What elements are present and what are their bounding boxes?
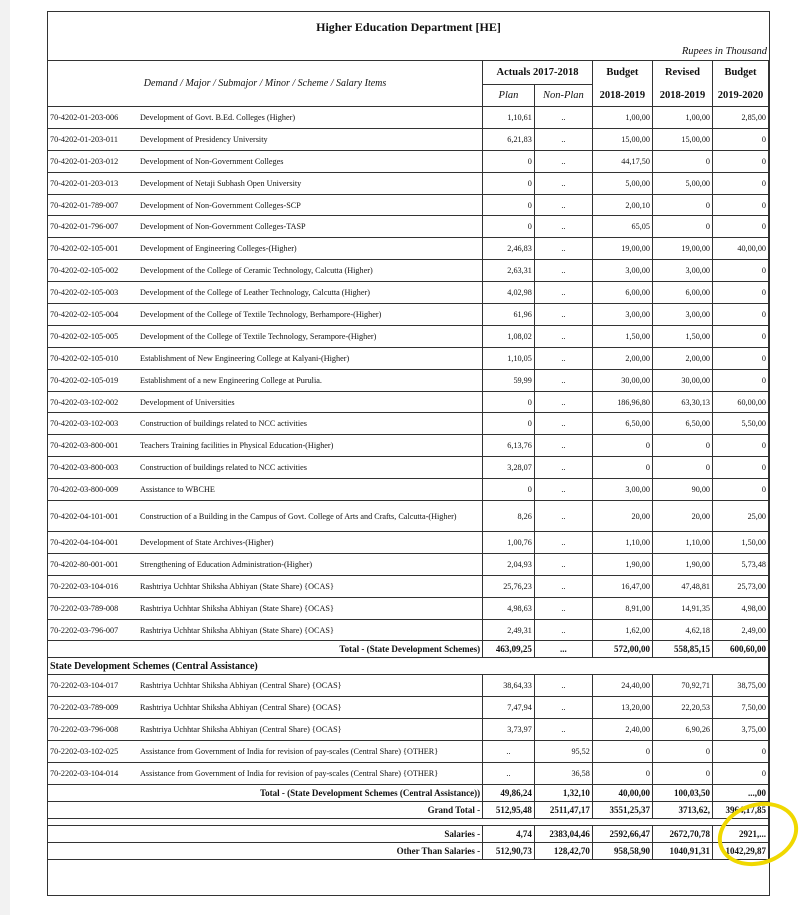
col-header-budget-a: Budget [592,61,652,85]
budget-cell: 572,00,00 [592,641,652,658]
budget-cell: 8,91,00 [592,597,652,619]
budget-cell: 3,00,00 [592,260,652,282]
budget-cell: 6,00,00 [592,282,652,304]
budget-cell: 3551,25,37 [592,801,652,818]
revised-cell: 5,00,00 [652,172,712,194]
nonplan-cell: .. [534,553,592,575]
revised-cell: 0 [652,763,712,785]
next-budget-cell: ...,00 [713,784,769,801]
budget-cell: 2,40,00 [592,719,652,741]
table-row [48,719,769,741]
scheme-desc: Rashtriya Uchhtar Shiksha Abhiyan (State Share) {OCAS} [140,625,334,635]
budget-cell: 6,50,00 [592,413,652,435]
next-budget-cell: 2,85,00 [713,107,769,129]
plan-cell: 0 [483,413,535,435]
table-row [48,128,769,150]
scheme-code: 70-4202-02-105-010 [50,353,119,363]
revised-cell: 90,00 [652,479,712,501]
scheme-code: 70-4202-03-800-009 [50,485,119,495]
table-row [48,697,769,719]
scheme-code: 70-2202-03-104-017 [50,681,119,691]
plan-cell: 3,28,07 [483,457,535,479]
scheme-code: 70-4202-03-102-002 [50,397,119,407]
table-row [48,304,769,326]
revised-cell: 15,00,00 [652,128,712,150]
scheme-code: 70-4202-03-800-003 [50,463,119,473]
scheme-desc: Construction of buildings related to NCC activities [140,419,307,429]
nonplan-cell: .. [534,575,592,597]
scheme-desc: Development of State Archives-(Higher) [140,537,274,547]
revised-cell: 1,50,00 [652,325,712,347]
scheme-code: 70-4202-01-203-013 [50,178,119,188]
scheme-code: 70-4202-01-789-007 [50,200,119,210]
document-frame [47,11,770,896]
scheme-desc: Construction of buildings related to NCC activities [140,463,307,473]
scheme-desc: Development of Non-Government Colleges-TASP [140,222,306,232]
scheme-code: 70-2202-03-796-008 [50,725,119,735]
next-budget-cell: 0 [713,194,769,216]
salaries-label: Salaries - [48,825,483,842]
nonplan-cell: 2383,04,46 [534,825,592,842]
section-title: State Development Schemes (Central Assistance) [48,658,769,675]
budget-cell: 19,00,00 [592,238,652,260]
scheme-code: 70-4202-02-105-001 [50,244,119,254]
scheme-code: 70-4202-01-203-006 [50,112,119,122]
scheme-desc: Assistance to WBCHE [140,485,215,495]
table-row [48,347,769,369]
revised-cell: 22,20,53 [652,697,712,719]
table-row [48,413,769,435]
nonplan-cell: .. [534,413,592,435]
plan-cell: .. [483,763,535,785]
scheme-desc: Development of the College of Textile Technology, Berhampore-(Higher) [140,309,382,319]
next-budget-cell: 0 [713,347,769,369]
table-row [48,260,769,282]
scheme-desc: Development of Presidency University [140,134,268,144]
next-budget-cell: 0 [713,763,769,785]
total-row-ca [48,784,769,801]
nonplan-cell: .. [534,282,592,304]
table-row [48,763,769,785]
nonplan-cell: ... [534,641,592,658]
nonplan-cell: .. [534,325,592,347]
scheme-code: 70-4202-80-001-001 [50,559,119,569]
plan-cell: 0 [483,194,535,216]
nonplan-cell: .. [534,260,592,282]
grand-total-row [48,801,769,818]
revised-cell: 14,91,35 [652,597,712,619]
scheme-code: 70-2202-03-104-016 [50,581,119,591]
nonplan-cell: .. [534,172,592,194]
nonplan-cell: .. [534,619,592,641]
revised-cell: 30,00,00 [652,369,712,391]
scheme-desc: Development of the College of Ceramic Technology, Calcutta (Higher) [140,266,373,276]
table-row [48,553,769,575]
plan-cell: 4,02,98 [483,282,535,304]
next-budget-cell: 0 [713,150,769,172]
budget-cell: 2592,66,47 [592,825,652,842]
nonplan-cell: 1,32,10 [534,784,592,801]
plan-cell: 6,21,83 [483,128,535,150]
revised-cell: 70,92,71 [652,675,712,697]
plan-cell: 4,98,63 [483,597,535,619]
scheme-code: 70-2202-03-796-007 [50,625,119,635]
revised-cell: 47,48,81 [652,575,712,597]
scheme-desc: Development of Govt. B.Ed. Colleges (Higher) [140,112,296,122]
revised-cell: 3,00,00 [652,304,712,326]
nonplan-cell: .. [534,107,592,129]
scheme-code: 70-4202-02-105-002 [50,266,119,276]
revised-cell: 3,00,00 [652,260,712,282]
scheme-desc: Development of Universities [140,397,235,407]
next-budget-cell: 0 [713,369,769,391]
plan-cell: 4,74 [483,825,535,842]
nonplan-cell: .. [534,128,592,150]
plan-cell: 1,10,05 [483,347,535,369]
budget-cell: 16,47,00 [592,575,652,597]
scheme-desc: Rashtriya Uchhtar Shiksha Abhiyan (Central Share) {OCAS} [140,725,342,735]
salaries-row [48,825,769,842]
col-header-nonplan: Non-Plan [534,85,592,107]
budget-cell: 40,00,00 [592,784,652,801]
scheme-code: 70-4202-03-102-003 [50,419,119,429]
revised-cell: 3713,62, [652,801,712,818]
nonplan-cell: .. [534,216,592,238]
plan-cell: 0 [483,479,535,501]
plan-cell: 0 [483,391,535,413]
scheme-desc: Development of the College of Textile Technology, Serampore-(Higher) [140,331,377,341]
plan-cell: 512,90,73 [483,842,535,859]
next-budget-cell: 600,60,00 [713,641,769,658]
revised-cell: 4,62,18 [652,619,712,641]
revised-cell: 0 [652,216,712,238]
nonplan-cell: .. [534,391,592,413]
budget-cell: 13,20,00 [592,697,652,719]
plan-cell: 8,26 [483,501,535,532]
col-header-plan: Plan [483,85,535,107]
revised-cell: 6,50,00 [652,413,712,435]
plan-cell: 2,46,83 [483,238,535,260]
table-row [48,619,769,641]
nonplan-cell: .. [534,719,592,741]
budget-cell: 30,00,00 [592,369,652,391]
plan-cell: 1,10,61 [483,107,535,129]
budget-table [47,60,769,860]
total-label: Total - (State Development Schemes (Central Assistance)) [48,784,483,801]
plan-cell: 2,04,93 [483,553,535,575]
next-budget-cell: 0 [713,457,769,479]
revised-cell: 1,10,00 [652,532,712,554]
nonplan-cell: .. [534,457,592,479]
revised-cell: 0 [652,150,712,172]
nonplan-cell: 95,52 [534,741,592,763]
nonplan-cell: .. [534,597,592,619]
scheme-desc: Assistance from Government of India for revision of pay-scales (Central Share) {OTHER} [140,768,439,778]
plan-cell: 2,63,31 [483,260,535,282]
plan-cell: 61,96 [483,304,535,326]
col-header-revised: Revised [652,61,712,85]
budget-cell: 2,00,10 [592,194,652,216]
budget-cell: 1,10,00 [592,532,652,554]
revised-cell: 6,90,26 [652,719,712,741]
revised-cell: 558,85,15 [652,641,712,658]
grand-total-label: Grand Total - [48,801,483,818]
nonplan-cell: .. [534,532,592,554]
table-row [48,325,769,347]
revised-cell: 1,90,00 [652,553,712,575]
col-header-desc: Demand / Major / Submajor / Minor / Scheme / Salary Items [48,61,483,107]
table-row [48,391,769,413]
revised-cell: 0 [652,741,712,763]
page [10,0,800,915]
next-budget-cell: 7,50,00 [713,697,769,719]
budget-cell: 3,00,00 [592,304,652,326]
nonplan-cell: .. [534,238,592,260]
total-row-sds [48,641,769,658]
plan-cell: 1,00,76 [483,532,535,554]
scheme-desc: Construction of a Building in the Campus of Govt. College of Arts and Crafts, Calcutta-(Higher) [140,511,457,521]
scheme-code: 70-2202-03-789-009 [50,703,119,713]
scheme-desc: Assistance from Government of India for revision of pay-scales (Central Share) {OTHER} [140,747,439,757]
table-row [48,457,769,479]
scheme-desc: Strengthening of Education Administration-(Higher) [140,559,313,569]
section-header [48,658,769,675]
scheme-code: 70-4202-02-105-019 [50,375,119,385]
next-budget-cell: 0 [713,260,769,282]
scheme-code: 70-4202-02-105-004 [50,309,119,319]
table-row [48,532,769,554]
scheme-desc: Establishment of New Engineering College at Kalyani-(Higher) [140,353,350,363]
revised-cell: 100,03,50 [652,784,712,801]
plan-cell: 49,86,24 [483,784,535,801]
scheme-desc: Establishment of a new Engineering College at Purulia. [140,375,322,385]
scheme-desc: Rashtriya Uchhtar Shiksha Abhiyan (State Share) {OCAS} [140,603,334,613]
next-budget-cell: 0 [713,216,769,238]
scheme-desc: Development of the College of Leather Technology, Calcutta (Higher) [140,288,370,298]
total-label: Total - (State Development Schemes) [48,641,483,658]
scheme-code: 70-4202-02-105-003 [50,288,119,298]
revised-cell: 1,00,00 [652,107,712,129]
budget-cell: 5,00,00 [592,172,652,194]
revised-cell: 20,00 [652,501,712,532]
table-row [48,172,769,194]
budget-cell: 3,00,00 [592,479,652,501]
scheme-code: 70-4202-03-800-001 [50,441,119,451]
nonplan-cell: .. [534,194,592,216]
budget-cell: 186,96,80 [592,391,652,413]
scheme-code: 70-4202-04-101-001 [50,511,119,521]
next-budget-cell: 0 [713,172,769,194]
nonplan-cell: 36,58 [534,763,592,785]
budget-cell: 2,00,00 [592,347,652,369]
next-budget-cell: 60,00,00 [713,391,769,413]
next-budget-cell: 0 [713,741,769,763]
nonplan-cell: .. [534,479,592,501]
revised-cell: 2,00,00 [652,347,712,369]
col-header-budget-b: Budget [713,61,769,85]
next-budget-cell: 0 [713,304,769,326]
budget-cell: 20,00 [592,501,652,532]
budget-cell: 44,17,50 [592,150,652,172]
table-row [48,282,769,304]
plan-cell: 6,13,76 [483,435,535,457]
next-budget-cell: 4,98,00 [713,597,769,619]
table-row [48,741,769,763]
next-budget-cell: 1042,29,87 [713,842,769,859]
page-title: Higher Education Department [HE] [316,20,501,34]
col-header-revised-year: 2018-2019 [652,85,712,107]
next-budget-cell: 0 [713,282,769,304]
next-budget-cell: 2921,... [713,825,769,842]
scheme-desc: Development of Non-Government Colleges [140,156,284,166]
budget-cell: 1,62,00 [592,619,652,641]
table-row [48,479,769,501]
scheme-code: 70-4202-02-105-005 [50,331,119,341]
next-budget-cell: 0 [713,435,769,457]
next-budget-cell: 38,75,00 [713,675,769,697]
budget-cell: 1,90,00 [592,553,652,575]
next-budget-cell: 5,73,48 [713,553,769,575]
other-label: Other Than Salaries - [48,842,483,859]
plan-cell: 1,08,02 [483,325,535,347]
table-row [48,597,769,619]
next-budget-cell: 0 [713,479,769,501]
budget-cell: 15,00,00 [592,128,652,150]
budget-cell: 0 [592,763,652,785]
scheme-code: 70-2202-03-104-014 [50,768,119,778]
table-row [48,150,769,172]
scheme-desc: Teachers Training facilities in Physical Education-(Higher) [140,441,334,451]
revised-cell: 0 [652,457,712,479]
plan-cell: 59,99 [483,369,535,391]
scheme-desc: Development of Netaji Subhash Open University [140,178,302,188]
next-budget-cell: 1,50,00 [713,532,769,554]
scheme-code: 70-4202-01-203-011 [50,134,118,144]
revised-cell: 0 [652,194,712,216]
nonplan-cell: .. [534,347,592,369]
revised-cell: 6,00,00 [652,282,712,304]
revised-cell: 0 [652,435,712,457]
plan-cell: 3,73,97 [483,719,535,741]
budget-cell: 1,50,00 [592,325,652,347]
table-row [48,369,769,391]
scheme-code: 70-4202-01-796-007 [50,222,119,232]
plan-cell: .. [483,741,535,763]
scheme-desc: Development of Engineering Colleges-(Higher) [140,244,297,254]
nonplan-cell: .. [534,675,592,697]
scheme-code: 70-2202-03-102-025 [50,747,119,757]
plan-cell: 0 [483,150,535,172]
units-note: Rupees in Thousand [681,46,767,57]
table-row [48,216,769,238]
nonplan-cell: .. [534,501,592,532]
plan-cell: 512,95,48 [483,801,535,818]
plan-cell: 0 [483,172,535,194]
nonplan-cell: 128,42,70 [534,842,592,859]
table-row [48,575,769,597]
budget-cell: 958,58,90 [592,842,652,859]
next-budget-cell: 0 [713,325,769,347]
revised-cell: 63,30,13 [652,391,712,413]
next-budget-cell: 0 [713,128,769,150]
nonplan-cell: .. [534,369,592,391]
revised-cell: 2672,70,78 [652,825,712,842]
nonplan-cell: .. [534,697,592,719]
scheme-code: 70-4202-04-104-001 [50,537,119,547]
plan-cell: 2,49,31 [483,619,535,641]
revised-cell: 19,00,00 [652,238,712,260]
budget-cell: 24,40,00 [592,675,652,697]
next-budget-cell: 25,00 [713,501,769,532]
col-header-budget-b-year: 2019-2020 [713,85,769,107]
revised-cell: 1040,91,31 [652,842,712,859]
nonplan-cell: .. [534,304,592,326]
plan-cell: 25,76,23 [483,575,535,597]
other-than-salaries-row [48,842,769,859]
scheme-desc: Development of Non-Government Colleges-SCP [140,200,301,210]
scheme-desc: Rashtriya Uchhtar Shiksha Abhiyan (State Share) {OCAS} [140,581,334,591]
nonplan-cell: 2511,47,17 [534,801,592,818]
scheme-desc: Rashtriya Uchhtar Shiksha Abhiyan (Central Share) {OCAS} [140,703,342,713]
scheme-desc: Rashtriya Uchhtar Shiksha Abhiyan (Central Share) {OCAS} [140,681,342,691]
next-budget-cell: 25,73,00 [713,575,769,597]
scheme-code: 70-4202-01-203-012 [50,156,119,166]
table-row [48,107,769,129]
table-row [48,435,769,457]
table-row [48,675,769,697]
plan-cell: 7,47,94 [483,697,535,719]
table-row [48,194,769,216]
next-budget-cell: 5,50,00 [713,413,769,435]
plan-cell: 463,09,25 [483,641,535,658]
budget-cell: 0 [592,435,652,457]
next-budget-cell: 40,00,00 [713,238,769,260]
budget-cell: 0 [592,457,652,479]
next-budget-cell: 3,75,00 [713,719,769,741]
budget-cell: 0 [592,741,652,763]
plan-cell: 38,64,33 [483,675,535,697]
scheme-code: 70-2202-03-789-008 [50,603,119,613]
col-header-actuals: Actuals 2017-2018 [483,61,593,85]
table-row [48,238,769,260]
budget-cell: 1,00,00 [592,107,652,129]
budget-cell: 65,05 [592,216,652,238]
table-body [48,107,769,860]
col-header-budget-a-year: 2018-2019 [592,85,652,107]
next-budget-cell: 3964,17,85 [713,801,769,818]
table-row [48,501,769,532]
next-budget-cell: 2,49,00 [713,619,769,641]
nonplan-cell: .. [534,435,592,457]
table-spacer [48,818,769,825]
nonplan-cell: .. [534,150,592,172]
plan-cell: 0 [483,216,535,238]
